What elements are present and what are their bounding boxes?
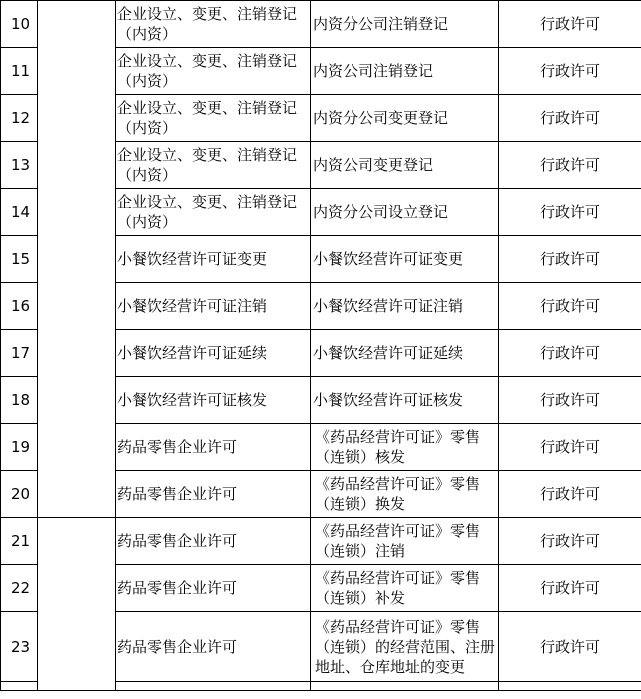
empty-cell <box>1 682 38 691</box>
row-number: 10 <box>1 1 38 48</box>
sub-item-name: 内资公司变更登记 <box>311 142 499 189</box>
item-name: 小餐饮经营许可证延续 <box>116 330 311 377</box>
row-number: 18 <box>1 377 38 424</box>
item-name: 企业设立、变更、注销登记（内资） <box>116 1 311 48</box>
row-number: 21 <box>1 518 38 565</box>
empty-cell <box>116 682 311 691</box>
item-type: 行政许可 <box>499 189 641 236</box>
empty-cell <box>311 682 499 691</box>
item-name: 企业设立、变更、注销登记（内资） <box>116 189 311 236</box>
sub-item-name: 小餐饮经营许可证延续 <box>311 330 499 377</box>
sub-item-name: 《药品经营许可证》零售（连锁）核发 <box>311 424 499 471</box>
sub-item-name: 《药品经营许可证》零售（连锁）注销 <box>311 518 499 565</box>
item-type: 行政许可 <box>499 377 641 424</box>
sub-item-name: 《药品经营许可证》零售（连锁）补发 <box>311 565 499 612</box>
sub-item-name: 内资公司注销登记 <box>311 48 499 95</box>
item-name: 企业设立、变更、注销登记（内资） <box>116 142 311 189</box>
item-name: 企业设立、变更、注销登记（内资） <box>116 48 311 95</box>
item-name: 小餐饮经营许可证变更 <box>116 236 311 283</box>
row-number: 13 <box>1 142 38 189</box>
sub-item-name: 内资分公司设立登记 <box>311 189 499 236</box>
item-type: 行政许可 <box>499 236 641 283</box>
sub-item-name: 《药品经营许可证》零售（连锁）的经营范围、注册地址、仓库地址的变更 <box>311 612 499 682</box>
item-name: 小餐饮经营许可证核发 <box>116 377 311 424</box>
row-number: 14 <box>1 189 38 236</box>
sub-item-name: 小餐饮经营许可证核发 <box>311 377 499 424</box>
row-number: 22 <box>1 565 38 612</box>
empty-cell <box>499 682 641 691</box>
sub-item-name: 小餐饮经营许可证变更 <box>311 236 499 283</box>
row-number: 20 <box>1 471 38 518</box>
item-type: 行政许可 <box>499 1 641 48</box>
item-type: 行政许可 <box>499 330 641 377</box>
item-type: 行政许可 <box>499 471 641 518</box>
row-number: 23 <box>1 612 38 682</box>
item-type: 行政许可 <box>499 612 641 682</box>
merged-blank-cell <box>38 1 116 518</box>
row-number: 12 <box>1 95 38 142</box>
item-name: 企业设立、变更、注销登记（内资） <box>116 95 311 142</box>
item-type: 行政许可 <box>499 283 641 330</box>
sub-item-name: 小餐饮经营许可证注销 <box>311 283 499 330</box>
row-number: 16 <box>1 283 38 330</box>
item-name: 药品零售企业许可 <box>116 424 311 471</box>
item-type: 行政许可 <box>499 565 641 612</box>
item-name: 药品零售企业许可 <box>116 565 311 612</box>
sub-item-name: 《药品经营许可证》零售（连锁）换发 <box>311 471 499 518</box>
item-type: 行政许可 <box>499 142 641 189</box>
table-row <box>1 1 641 48</box>
row-number: 15 <box>1 236 38 283</box>
merged-blank-cell <box>38 518 116 691</box>
item-name: 药品零售企业许可 <box>116 518 311 565</box>
row-number: 17 <box>1 330 38 377</box>
item-type: 行政许可 <box>499 48 641 95</box>
table-row <box>1 518 641 565</box>
row-number: 11 <box>1 48 38 95</box>
item-name: 小餐饮经营许可证注销 <box>116 283 311 330</box>
item-name: 药品零售企业许可 <box>116 471 311 518</box>
row-number: 19 <box>1 424 38 471</box>
sub-item-name: 内资分公司变更登记 <box>311 95 499 142</box>
item-type: 行政许可 <box>499 95 641 142</box>
item-type: 行政许可 <box>499 518 641 565</box>
item-type: 行政许可 <box>499 424 641 471</box>
item-name: 药品零售企业许可 <box>116 612 311 682</box>
sub-item-name: 内资分公司注销登记 <box>311 1 499 48</box>
